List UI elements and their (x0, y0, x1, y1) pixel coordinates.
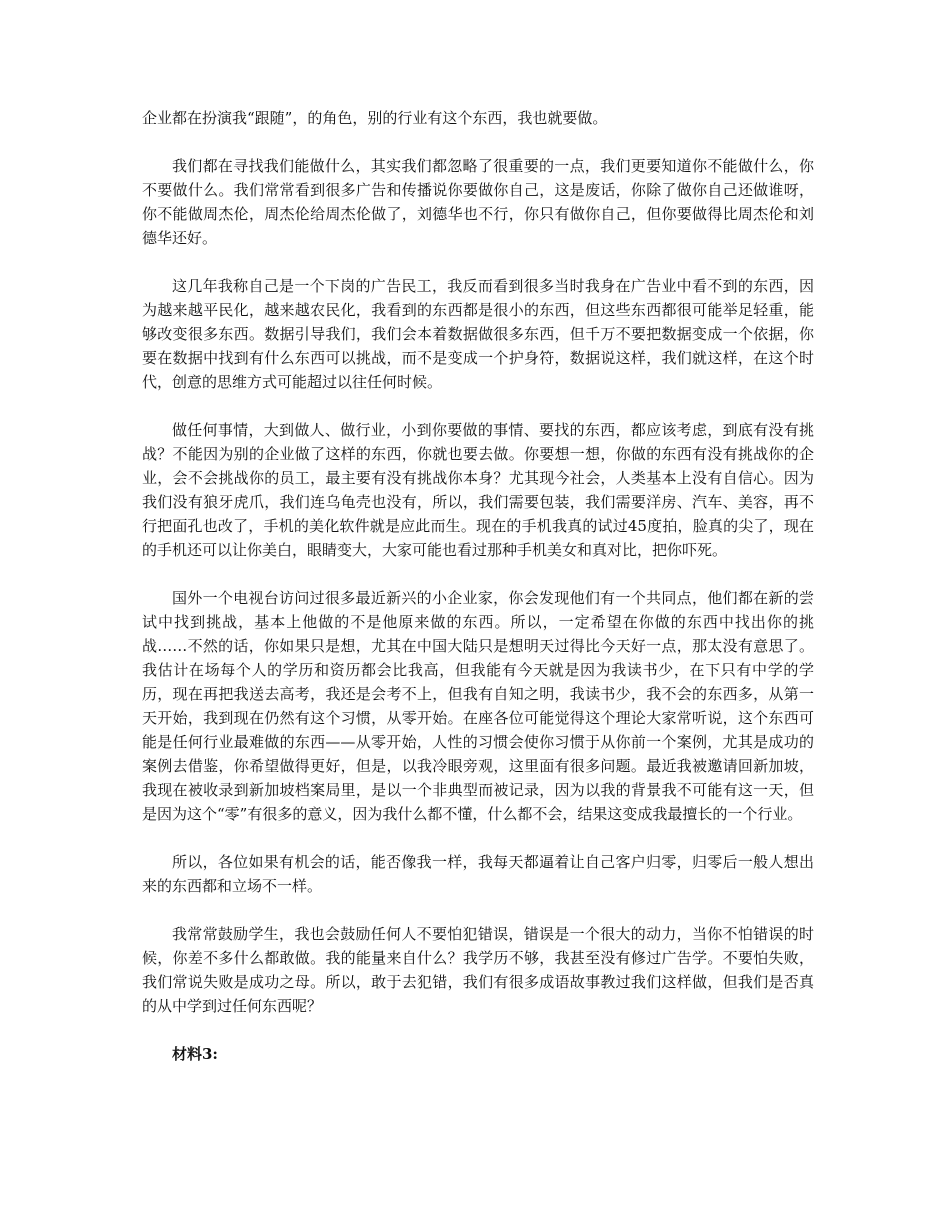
paragraph-4: 做任何事情，大到做人、做行业，小到你要做的事情、要找的东西，都应该考虑，到底有没有挑战？不能因为别的企业做了这样的东西，你就也要去做。你要想一想，你做的东西有没有挑战你的企业，会不会挑战你的员工，最主要有没有挑战你本身？尤其现今社会，人类基本上没有自信心。因为我们没有狼牙虎爪，我们连乌龟壳也没有，所以，我们需要包装，我们需要洋房、汽车、美容，再不行把面孔也改了，手机的美化软件就是应此而生。现在的手机我真的试过45度拍，脸真的尖了，现在的手机还可以让你美白，眼睛变大，大家可能也看过那种手机美女和真对比，把你吓死。 (142, 421, 814, 559)
paragraph-5: 国外一个电视台访问过很多最近新兴的小企业家，你会发现他们有一个共同点，他们都在新的尝试中找到挑战，基本上他做的不是他原来做的东西。所以，一定希望在你做的东西中找出你的挑战……不然的话，你如果只是想，尤其在中国大陆只是想明天过得比今天好一点，那太没有意思了。我估计在场每个人的学历和资历都会比我高，但我能有今天就是因为我读书少，在下只有中学的学历，现在再把我送去高考，我还是会考不上，但我有自知之明，我读书少，我不会的东西多，从第一天开始，我到现在仍然有这个习惯，从零开始。在座各位可能觉得这个理论大家常听说，这个东西可能是任何行业最难做的东西——从零开始，人性的习惯会使你习惯于从你前一个案例，尤其是成功的案例去借鉴，你希望做得更好，但是，以我冷眼旁观，这里面有很多问题。最近我被邀请回新加坡，我现在被收录到新加坡档案局里，是以一个非典型而被记录，因为以我的背景我不可能有这一天，但是因为这个“零”有很多的意义，因为我什么都不懂，什么都不会，结果这变成我最擅长的一个行业。 (142, 589, 814, 823)
paragraph-3: 这几年我称自己是一个下岗的广告民工，我反而看到很多当时我身在广告业中看不到的东西，因为越来越平民化，越来越农民化，我看到的东西都是很小的东西，但这些东西都很可能举足轻重，能够改变很多东西。数据引导我们，我们会本着数据做很多东西，但千万不要把数据变成一个依据，你要在数据中找到有什么东西可以挑战，而不是变成一个护身符，数据说这样，我们就这样，在这个时代，创意的思维方式可能超过以往任何时候。 (142, 277, 814, 391)
paragraph-1: 企业都在扮演我“跟随”，的角色，别的行业有这个东西，我也就要做。 (142, 109, 608, 127)
paragraph-6: 所以，各位如果有机会的话，能否像我一样，我每天都逼着让自己客户归零，归零后一般人想出来的东西都和立场不一样。 (142, 853, 814, 895)
paragraph-7: 我常常鼓励学生，我也会鼓励任何人不要怕犯错误，错误是一个很大的动力，当你不怕错误的时候，你差不多什么都敢做。我的能量来自什么？我学历不够，我甚至没有修过广告学。不要怕失败，我们常说失败是成功之母。所以，敢于去犯错，我们有很多成语故事教过我们这样做，但我们是否真的从中学到过任何东西呢？ (142, 925, 814, 1015)
paragraph-2: 我们都在寻找我们能做什么，其实我们都忽略了很重要的一点，我们更要知道你不能做什么，你不要做什么。我们常常看到很多广告和传播说你要做你自己，这是废话，你除了做你自己还做谁呀，你不能做周杰伦，周杰伦给周杰伦做了，刘德华也不行，你只有做你自己，但你要做得比周杰伦和刘德华还好。 (142, 157, 814, 247)
document-body (142, 106, 814, 1066)
section-heading: 材料3: (172, 1045, 218, 1063)
